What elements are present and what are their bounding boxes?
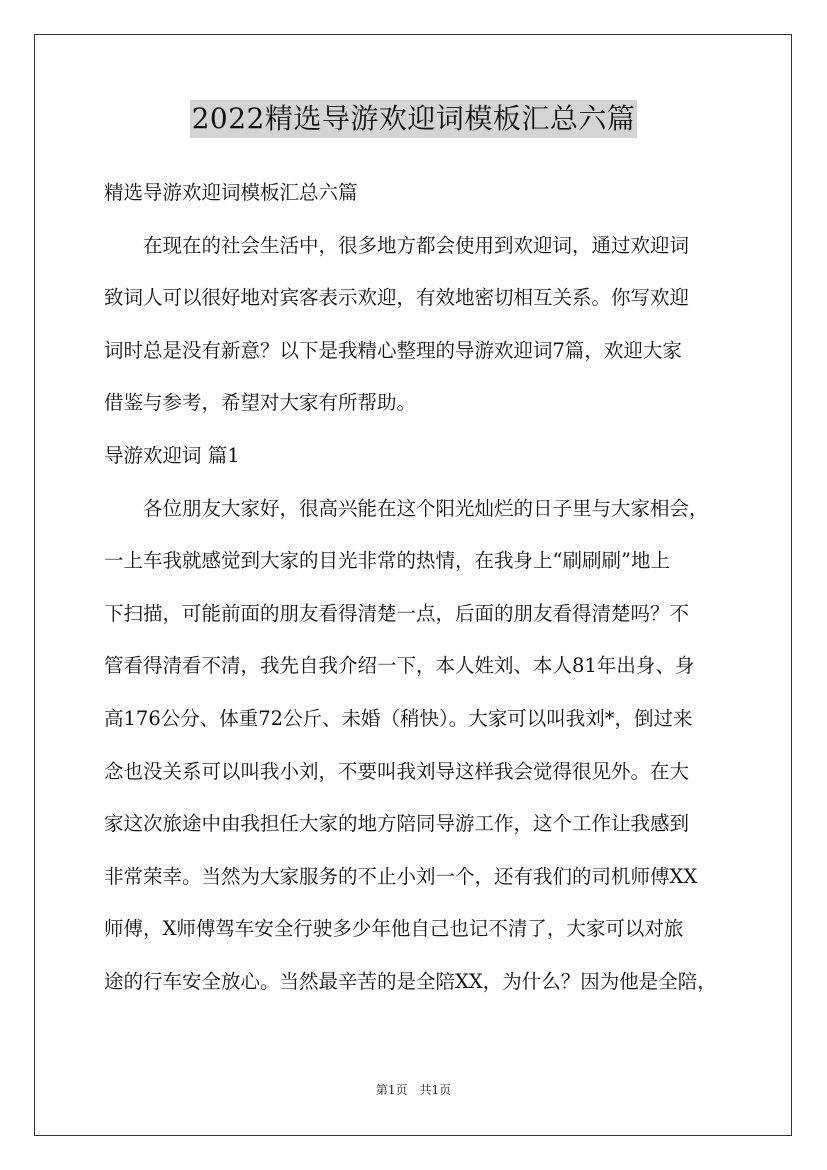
paragraph-line: 高176公分、体重72公斤、未婚（稍快）。大家可以叫我刘*，倒过来 — [104, 706, 693, 730]
paragraph-line: 在现在的社会生活中，很多地方都会使用到欢迎词，通过欢迎词 — [104, 233, 690, 257]
page-number: 第1页 共1页 — [375, 1083, 452, 1097]
paragraph-line: 一上车我就感觉到大家的目光非常的热情，在我身上“刷刷刷”地上 — [104, 549, 670, 573]
section-heading: 导游欢迎词 篇1 — [104, 443, 240, 467]
paragraph-line: 念也没关系可以叫我小刘，不要叫我刘导这样我会觉得很见外。在大 — [104, 759, 690, 783]
paragraph-line: 致词人可以很好地对宾客表示欢迎，有效地密切相互关系。你写欢迎 — [104, 286, 690, 310]
paragraph-line: 下扫描，可能前面的朋友看得清楚一点，后面的朋友看得清楚吗？不 — [104, 601, 690, 625]
paragraph-line: 词时总是没有新意？以下是我精心整理的导游欢迎词7篇，欢迎大家 — [104, 338, 682, 362]
title-container — [0, 100, 827, 138]
paragraph-line: 各位朋友大家好，很高兴能在这个阳光灿烂的日子里与大家相会， — [104, 496, 709, 520]
document-body — [104, 178, 728, 1020]
paragraph-line: 借鉴与参考，希望对大家有所帮助。 — [104, 391, 417, 415]
paragraph-line: 管看得清看不清，我先自我介绍一下，本人姓刘、本人81年出身、身 — [104, 654, 695, 678]
paragraph-line: 途的行车安全放心。当然最辛苦的是全陪XX，为什么？因为他是全陪， — [104, 969, 717, 993]
paragraph-line: 非常荣幸。当然为大家服务的不止小刘一个，还有我们的司机师傅XX — [104, 864, 698, 888]
document-title: 2022精选导游欢迎词模板汇总六篇 — [190, 100, 638, 138]
paragraph-line: 师傅，X师傅驾车安全行驶多少年他自己也记不清了，大家可以对旅 — [104, 917, 684, 941]
paragraph-line: 家这次旅途中由我担任大家的地方陪同导游工作，这个工作让我感到 — [104, 812, 690, 836]
subtitle-line: 精选导游欢迎词模板汇总六篇 — [104, 181, 358, 204]
page-footer — [0, 1082, 827, 1098]
